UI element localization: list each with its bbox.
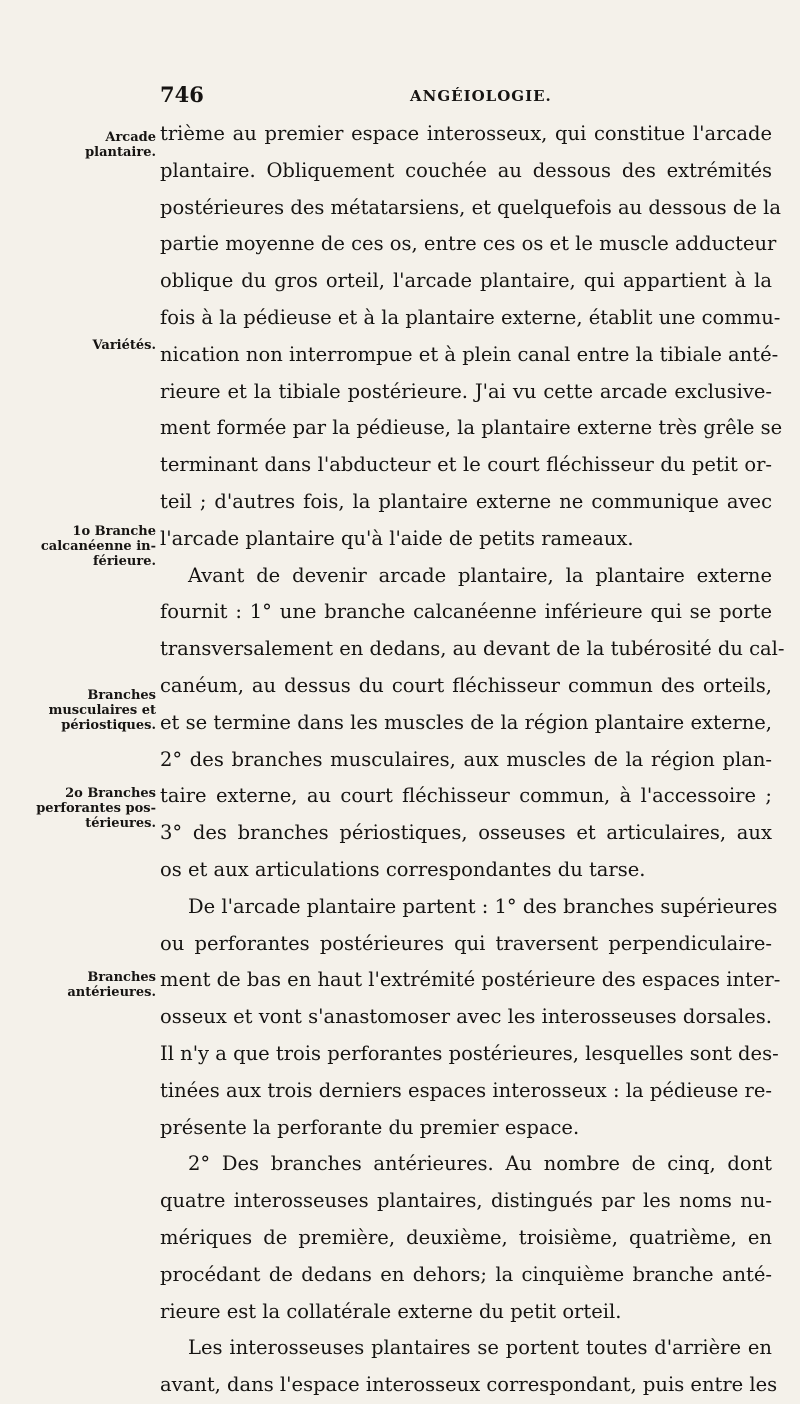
text-line: taire externe, au court fléchisseur commun, à l'accessoire ; [160,784,772,808]
text-line: fois à la pédieuse et à la plantaire externe, établit une commu- [160,305,781,329]
page-header [160,82,760,112]
text-line: oblique du gros orteil, l'arcade plantaire, qui appartient à la [160,269,772,293]
running-head: ANGÉIOLOGIE. [410,87,552,105]
text-line: ou perforantes postérieures qui traversent perpendiculaire- [160,931,772,955]
text-line: trième au premier espace interosseux, qui constitue l'arcade [160,122,772,145]
text-line: transversalement en dedans, au devant de la tubérosité du cal- [160,637,785,661]
text-line: 2° des branches musculaires, aux muscles de la région plan- [160,747,772,771]
text-line: et se termine dans les muscles de la région plantaire externe, [160,710,772,734]
text-line: De l'arcade plantaire partent : 1° des branches supérieures [188,894,778,918]
margin-note-arcade: Arcade plantaire. [85,130,156,160]
text-line: mériques de première, deuxième, troisième, quatrième, en [160,1225,772,1249]
text-line: postérieures des métatarsiens, et quelquefois au dessous de la [160,195,781,219]
text-line: 3° des branches périostiques, osseuses et articulaires, aux [160,821,772,845]
text-line: terminant dans l'abducteur et le court fléchisseur du petit or- [160,453,772,477]
text-line: 2° Des branches antérieures. Au nombre de cinq, dont [188,1152,772,1176]
text-line: plantaire. Obliquement couchée au dessous des extrémités [160,158,772,182]
text-line: tinées aux trois derniers espaces interosseux : la pédieuse re- [160,1078,772,1102]
text-line: osseux et vont s'anastomoser avec les interosseuses dorsales. [160,1005,772,1029]
text-line: Avant de devenir arcade plantaire, la plantaire externe [188,563,772,587]
text-line: teil ; d'autres fois, la plantaire externe ne communique avec [160,489,772,513]
margin-note-varietes: Variétés. [92,338,156,353]
text-line: présente la perforante du premier espace. [160,1115,580,1139]
body-text [160,116,785,1404]
text-line: fournit : 1° une branche calcanéenne inférieure qui se porte [160,600,772,624]
text-line: Les interosseuses plantaires se portent toutes d'arrière en [188,1336,772,1360]
text-line: ment de bas en haut l'extrémité postérieure des espaces inter- [160,968,781,992]
text-line: rieure et la tibiale postérieure. J'ai vu cette arcade exclusive- [160,379,772,403]
text-line: procédant de dedans en dehors; la cinquième branche anté- [160,1262,772,1286]
text-line: canéum, au dessus du court fléchisseur commun des orteils, [160,673,772,697]
margin-note-anterieures: Branches antérieures. [67,970,156,1000]
text-line: avant, dans l'espace interosseux correspondant, puis entre les [160,1373,778,1397]
margin-note-musculaires: Branches musculaires et périostiques. [48,688,156,733]
text-line: rieure est la collatérale externe du petit orteil. [160,1299,622,1323]
text-line: partie moyenne de ces os, entre ces os et le muscle adducteur [160,232,777,256]
text-line: nication non interrompue et à plein canal entre la tibiale anté- [160,342,779,366]
margin-note-calcaneenne: 1o Branche calcanéenne in- férieure. [40,524,156,569]
text-line: ment formée par la pédieuse, la plantaire externe très grêle se [160,416,783,440]
text-line: os et aux articulations correspondantes du tarse. [160,857,646,881]
text-line: l'arcade plantaire qu'à l'aide de petits rameaux. [160,526,634,550]
text-line: quatre interosseuses plantaires, distingués par les noms nu- [160,1189,772,1213]
page-number: 746 [160,82,204,107]
text-line: Il n'y a que trois perforantes postérieures, lesquelles sont des- [160,1041,779,1065]
margin-note-perforantes: 2o Branches perforantes pos- térieures. [36,786,156,831]
